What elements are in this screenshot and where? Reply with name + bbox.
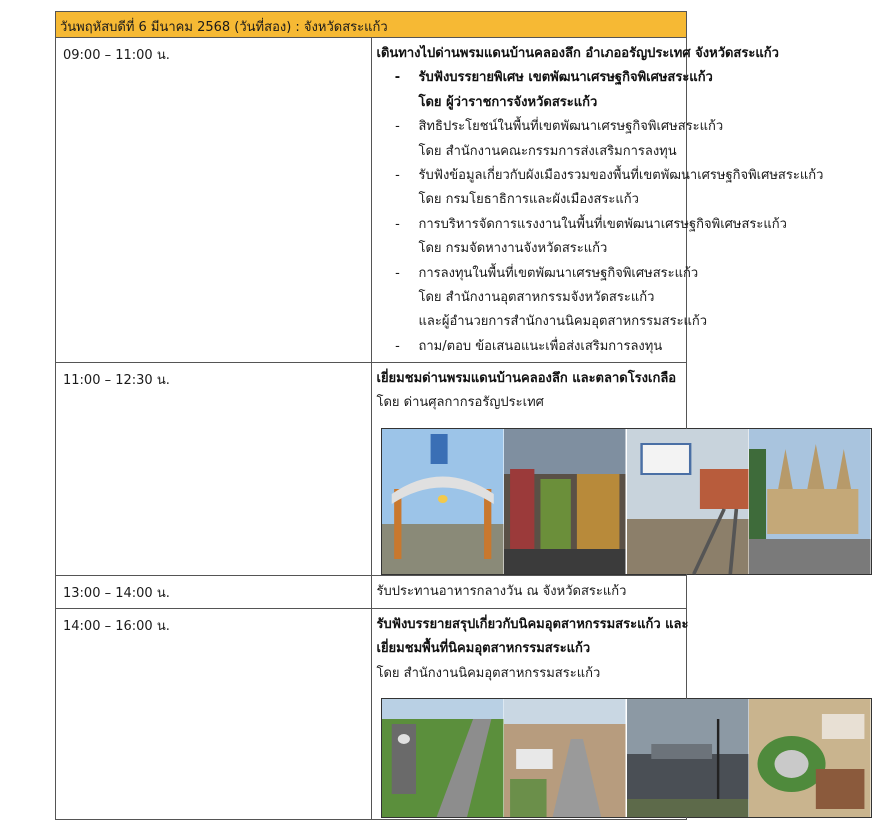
list-item: ถาม/ตอบ ข้อเสนอแนะเพื่อส่งเสริมการลงทุน — [418, 338, 663, 354]
list-item: สิทธิประโยชน์ในพื้นที่เขตพัฒนาเศรษฐกิจพิเศษสระแก้ว — [418, 119, 724, 135]
estate-sign-photo — [382, 699, 505, 817]
list-item-by: โดย สำนักงานอุตสาหกรรมจังหวัดสระแก้ว — [418, 289, 655, 305]
list-item-by: โดย กรมโยธาธิการและผังเมืองสระแก้ว — [418, 192, 639, 208]
photo-collage — [381, 428, 872, 575]
schedule-table — [55, 11, 824, 820]
time-slot: 11:00 – 12:30 น. — [56, 363, 372, 576]
activity-by: โดย สำนักงานนิคมอุตสาหกรรมสระแก้ว — [376, 665, 601, 681]
activity-cell — [371, 363, 687, 576]
railway-station-photo — [627, 429, 750, 574]
activity-text: รับประทานอาหารกลางวัน ณ จังหวัดสระแก้ว — [376, 583, 627, 599]
activity-title: เยี่ยมชมด่านพรมแดนบ้านคลองลึก และตลาดโรงเกลือ — [376, 371, 677, 386]
day-header: วันพฤหัสบดีที่ 6 มีนาคม 2568 (วันที่สอง) : จังหวัดสระแก้ว — [56, 12, 687, 38]
list-item: การลงทุนในพื้นที่เขตพัฒนาเศรษฐกิจพิเศษสระแก้ว — [418, 265, 699, 281]
activity-cell — [371, 608, 687, 819]
time-slot: 14:00 – 16:00 น. — [56, 608, 372, 819]
market-photo — [504, 429, 627, 574]
estate-aerial-photo — [504, 699, 627, 817]
border-gate-photo — [382, 429, 505, 574]
list-item: การบริหารจัดการแรงงานในพื้นที่เขตพัฒนาเศรษฐกิจพิเศษสระแก้ว — [418, 216, 787, 232]
activity-title: รับฟังบรรยายสรุปเกี่ยวกับนิคมอุตสาหกรรมสระแก้ว และ — [376, 616, 689, 632]
activity-cell — [371, 575, 687, 608]
checkpoint-photo — [749, 429, 871, 574]
activity-by: โดย ด่านศุลกากรอรัญประเทศ — [376, 395, 544, 411]
activity-title: เยี่ยมชมพื้นที่นิคมอุตสาหกรรมสระแก้ว — [376, 641, 591, 657]
list-item-by: โดย กรมจัดหางานจังหวัดสระแก้ว — [418, 241, 608, 257]
activity-title: เดินทางไปด่านพรมแดนบ้านคลองลึก อำเภออรัญประเทศ จังหวัดสระแก้ว — [376, 46, 779, 61]
list-item-by: โดย สำนักงานคณะกรรมการส่งเสริมการลงทุน — [418, 143, 677, 159]
photo-collage — [381, 698, 872, 818]
time-slot: 09:00 – 11:00 น. — [56, 38, 372, 363]
list-item-by: และผู้อำนวยการสำนักงานนิคมอุตสาหกรรมสระแก้ว — [418, 314, 708, 330]
time-slot: 13:00 – 14:00 น. — [56, 575, 372, 608]
factory-photo — [627, 699, 750, 817]
roundabout-aerial-photo — [749, 699, 871, 817]
list-item: รับฟังข้อมูลเกี่ยวกับผังเมืองรวมของพื้นที่เขตพัฒนาเศรษฐกิจพิเศษสระแก้ว — [418, 167, 824, 183]
activity-cell: เดินทางไปด่านพรมแดนบ้านคลองลึก อำเภออรัญประเทศ จังหวัดสระแก้ว - รับฟังบรรยายพิเศษ เขตพัฒนาเศรษฐกิจพิเศษสระแก้ว โดย ผู้ว่าราชการจังหวัดสระแก้ว - สิทธิประโยชน์ในพื้นที่เขตพัฒนาเศรษฐกิจพิเศษสระแก้ว โดย สำนักงานคณะกรรมการส่งเสริมการลงทุน - รับฟังข้อมูลเกี่ยวกับผังเมืองรวมของพื้นที่เขตพัฒนาเศรษฐกิจพิเศษสระแก้ว โดย กรมโยธาธิการและผังเมืองสระแก้ว - การบริหารจัดการแรงงานในพื้นที่เขตพัฒนาเศรษฐกิจพิเศษสระแก้ว โดย กรมจัดหางานจังหวัดสระแก้ว - การลงทุนในพื้นที่เขตพัฒนาเศรษฐกิจพิเศษสระแก้ว โดย สำนักงานอุตสาหกรรมจังหวัดสระแก้ว และผู้อำนวยการสำนักงานนิคมอุตสาหกรรมสระแก้ว - ถาม/ตอบ ข้อเสนอแนะเพื่อส่งเสริมการลงทุน — [371, 38, 687, 363]
list-item-by: โดย ผู้ว่าราชการจังหวัดสระแก้ว — [418, 94, 598, 110]
list-item: รับฟังบรรยายพิเศษ เขตพัฒนาเศรษฐกิจพิเศษสระแก้ว — [418, 70, 713, 86]
